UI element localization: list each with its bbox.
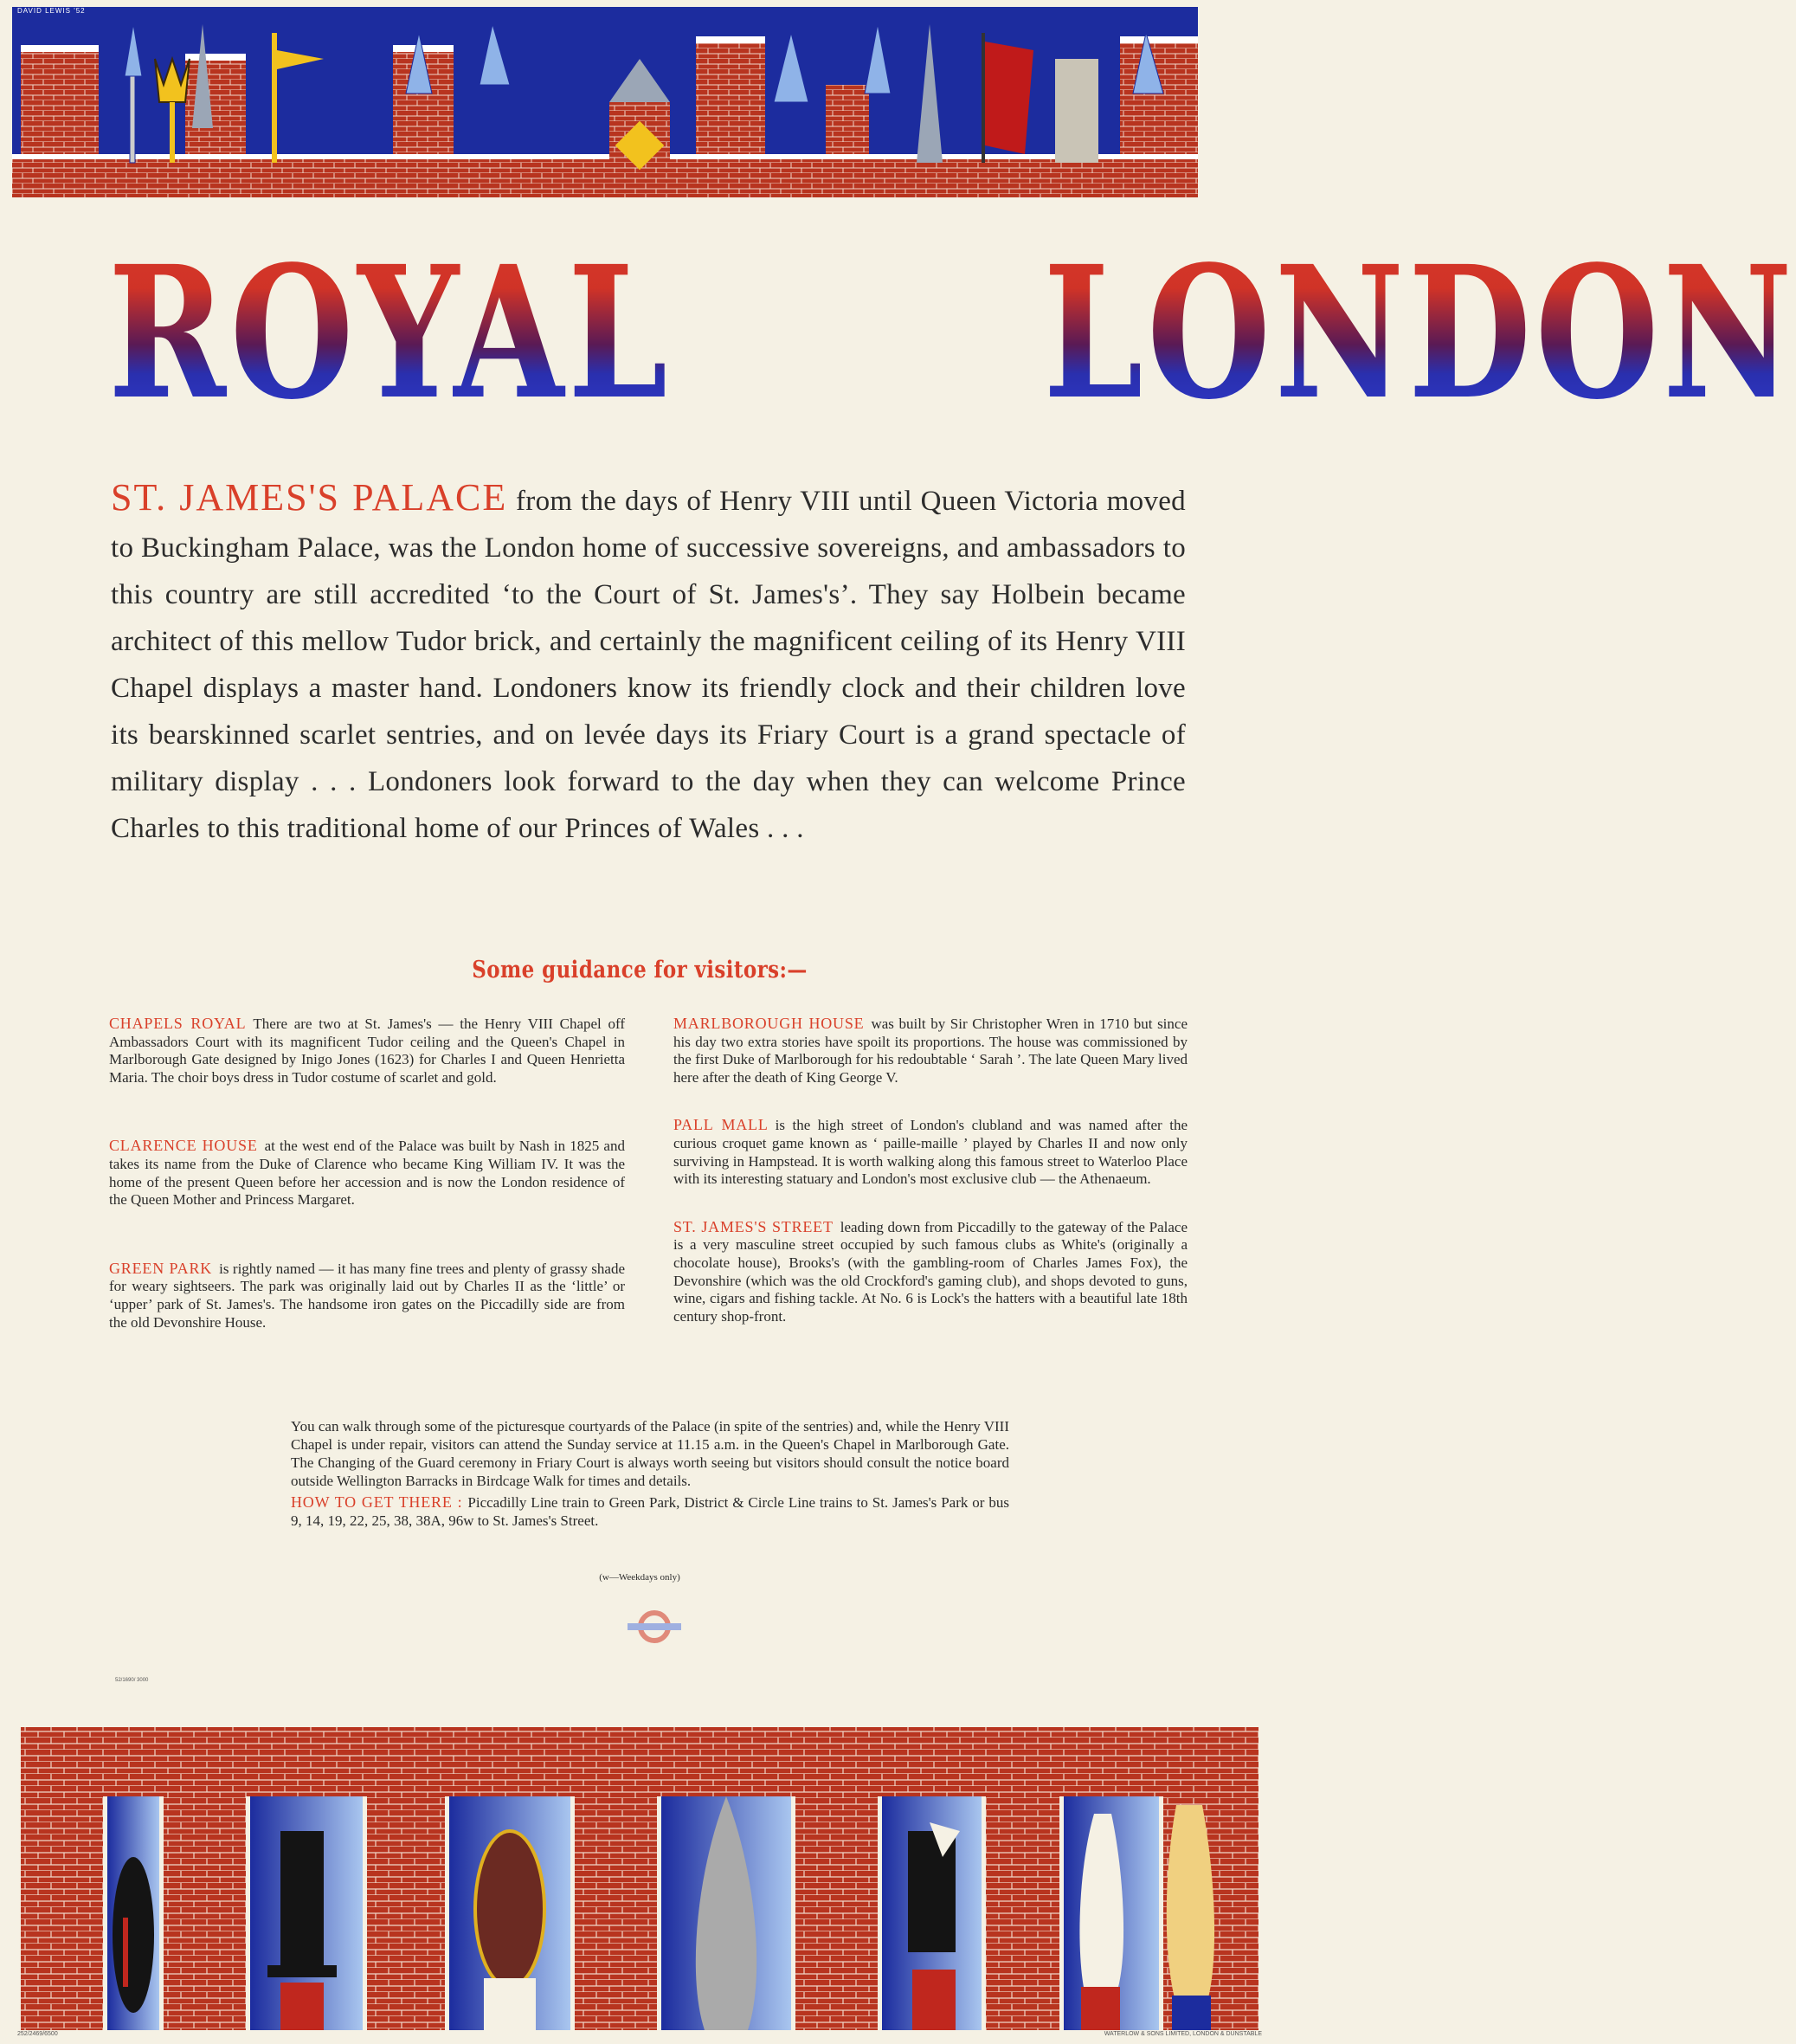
entry-green-park <box>109 1260 625 1332</box>
banner-icon <box>982 33 1033 163</box>
title-word-right: LONDON <box>1043 221 1796 446</box>
guidance-heading: Some guidance for visitors:— <box>472 957 808 983</box>
plumed-helmet-icon <box>908 1822 960 2030</box>
entry-text: is the high street of London's clubland and was named after the curious croquet game known as ‘ paille-maille ’ played by Charles II and now only surviving in Hampstead. It is worth walking along this famous street to Waterloo Place with its interesting statuary and London's most exclusive club — the Athenaeum. <box>673 1117 1188 1188</box>
entry-title: ST. JAMES'S STREET <box>673 1217 834 1235</box>
entry-text: There are two at St. James's — the Henry VIII Chapel off Ambassadors Court with its magnificent Tudor ceiling and the Queen's Chapel in Marlborough Gate designed by Inigo Jones (1623) for Charles I and Queen Henrietta Maria. The choir boys dress in Tudor costume of scarlet and gold. <box>109 1016 625 1086</box>
howto-title: HOW TO GET THERE : <box>291 1493 463 1511</box>
left-column <box>109 1015 625 1382</box>
entry-st-jamess-street <box>673 1218 1188 1326</box>
print-code: 52/1690/ 3000 <box>115 1678 149 1683</box>
visitor-footer <box>291 1417 1009 1530</box>
entry-marlborough-house <box>673 1015 1188 1086</box>
entry-text: is rightly named — it has many fine trees and plenty of grassy shade for weary sightseers. The park was originally laid out by Charles II as the ‘little’ or ‘upper’ park of St. James's. The handsome iron gates on the Piccadilly side are from the old Devonshire House. <box>109 1260 625 1331</box>
entry-text: was built by Sir Christopher Wren in 1710 but since his day two extra stories have spoilt its proportions. The house was commissioned by the first Duke of Marlborough for his redoubtable ‘ Sarah ’. The late Queen Mary lived here after the death of King George V. <box>673 1016 1188 1086</box>
cenotaph-icon <box>1055 59 1098 163</box>
entry-text: at the west end of the Palace was built by Nash in 1825 and takes its name from the Duke of Clarence who became King William IV. It was the home of the present Queen before her accession and is now the London residence of the Queen Mother and Princess Margaret. <box>109 1138 625 1209</box>
roundel-icon <box>624 1608 685 1646</box>
bearskin-hat-icon <box>113 1857 154 2013</box>
plumed-helmet-icon <box>1167 1805 1214 2030</box>
entry-clarence-house <box>109 1137 625 1209</box>
entry-title: MARLBOROUGH HOUSE <box>673 1015 865 1032</box>
small-print-right: WATERLOW & SONS LIMITED, LONDON & DUNSTABLE <box>1104 2031 1262 2037</box>
how-to-get-there <box>291 1493 1009 1530</box>
entry-title: CHAPELS ROYAL <box>109 1015 247 1032</box>
small-print-left: 252/2469/6500 <box>17 2031 58 2037</box>
footer-paragraph: You can walk through some of the picturesque courtyards of the Palace (in spite of the sentries) and, while the Henry VIII Chapel is under repair, visitors can attend the Sunday service at 11.15 a.m. in the Queen's Chapel in Marlborough Gate. The Changing of the Guard ceremony in Friary Court is always worth seeing but visitors should consult the notice board outside Wellington Barracks in Birdcage Walk for times and details. <box>291 1418 1009 1489</box>
weekdays-note: (w—Weekdays only) <box>599 1572 680 1583</box>
artist-signature: DAVID LEWIS '52 <box>17 7 86 15</box>
entry-title: PALL MALL <box>673 1116 769 1134</box>
title-word-left: ROYAL <box>108 221 672 446</box>
bottom-banner-illustration <box>12 1701 1269 2030</box>
intro-lead: ST. JAMES'S PALACE <box>111 476 508 519</box>
entry-title: CLARENCE HOUSE <box>109 1137 258 1155</box>
poster-title <box>108 221 1796 446</box>
howto-text: Piccadilly Line train to Green Park, District & Circle Line trains to St. James's Park or bus 9, 14, 19, 22, 25, 38, 38A, 96w to St. James's Street. <box>291 1494 1009 1529</box>
plumed-helmet-icon <box>475 1831 544 2030</box>
top-banner-illustration <box>12 7 1198 197</box>
entry-pall-mall <box>673 1116 1188 1188</box>
entry-text: leading down from Piccadilly to the gateway of the Palace is a very masculine street occupied by such famous clubs as White's (originally a chocolate house), Brooks's (with the gambling-room of Charles James Fox), the Devonshire (which was the old Crockford's gaming club), and shops devoted to guns, wine, cigars and fishing tackle. At No. 6 is Lock's the hatters with a beautiful late 18th century shop-front. <box>673 1218 1188 1325</box>
right-column <box>673 1015 1188 1355</box>
intro-paragraph <box>111 474 1186 852</box>
entry-chapels-royal <box>109 1015 625 1086</box>
intro-body: from the days of Henry VIII until Queen Victoria moved to Buckingham Palace, was the London home of successive sovereigns, and ambassadors to this country are still accredited ‘to the Court of St. James's’. They say Holbein became architect of this mellow Tudor brick, and certainly the magnificent ceiling of its Henry VIII Chapel displays a master hand. Londoners know its friendly clock and their children love its bearskinned scarlet sentries, and on levée days its Friary Court is a grand spectacle of military display . . . Londoners look forward to the day when they can welcome Prince Charles to this traditional home of our Princes of Wales . . . <box>111 486 1186 844</box>
entry-title: GREEN PARK <box>109 1259 213 1277</box>
